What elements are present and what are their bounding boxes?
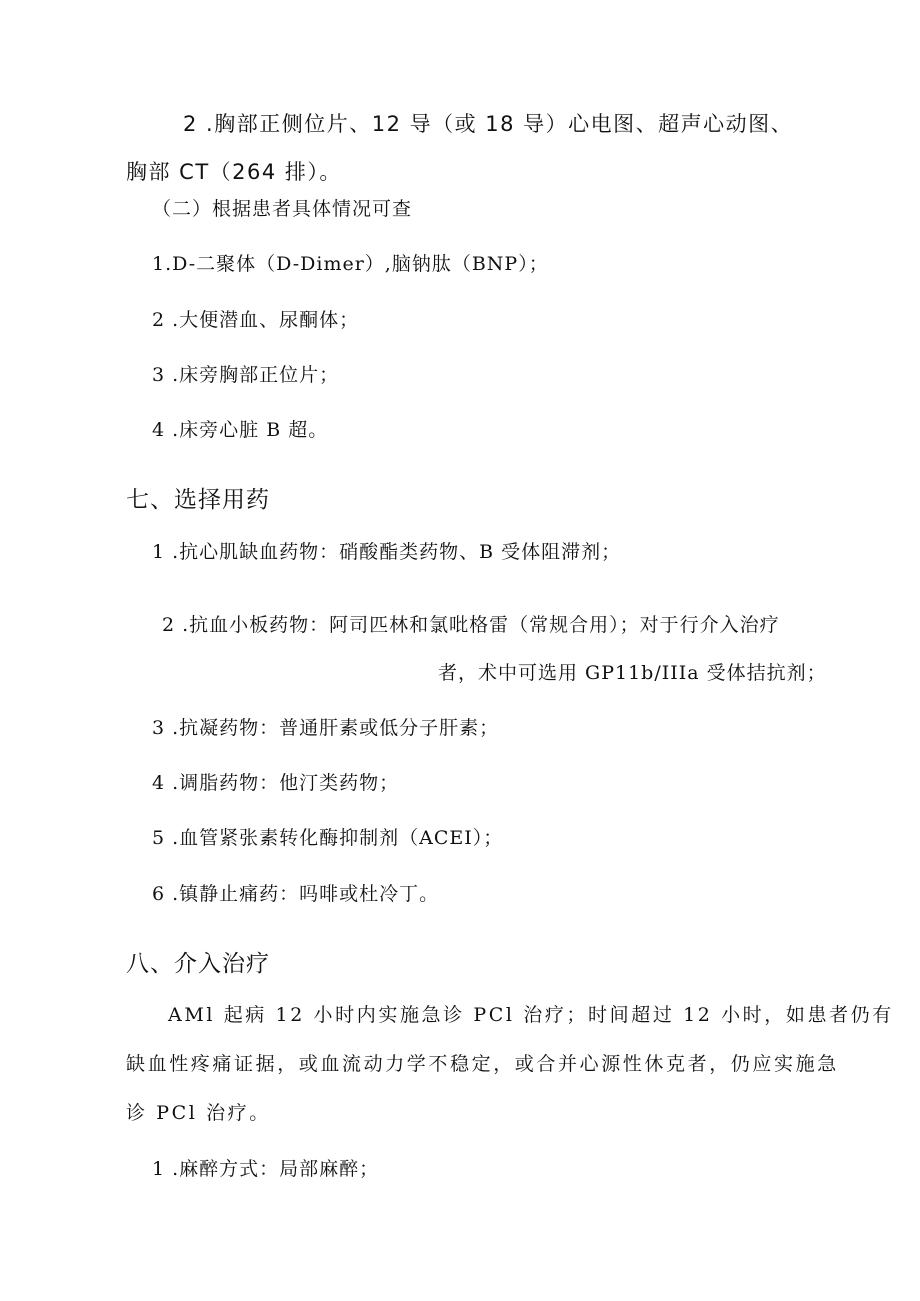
medication-item-2-line-2: 者，术中可选用 GP11b/IIIa 受体拮抗剂； — [438, 662, 827, 684]
optional-exam-item-1: 1.D-二聚体（D-Dimer）,脑钠肽（BNP）； — [152, 253, 549, 275]
medication-item-6: 6 .镇静止痛药：吗啡或杜冷丁。 — [152, 883, 440, 905]
medication-item-5: 5 .血管紧张素转化酶抑制剂（ACEI）； — [152, 827, 504, 849]
intervention-item-1: 1 .麻醉方式：局部麻醉； — [152, 1158, 380, 1180]
exam-item-2-line-1: 2 .胸部正侧位片、12 导（或 18 导）心电图、超声心动图、 — [183, 112, 794, 136]
medication-item-4: 4 .调脂药物：他汀类药物； — [152, 772, 400, 794]
optional-exam-item-2: 2 .大便潜血、尿酮体； — [152, 309, 360, 331]
intervention-paragraph-line-3: 诊 PCl 治疗。 — [126, 1102, 271, 1124]
section-8-heading: 八、介入治疗 — [126, 951, 270, 977]
intervention-paragraph-line-1: AMl 起病 12 小时内实施急诊 PCl 治疗；时间超过 12 小时，如患者仍有 — [168, 1004, 894, 1026]
medication-item-1: 1 .抗心肌缺血药物：硝酸酯类药物、B 受体阻滞剂； — [152, 541, 622, 563]
medication-item-3: 3 .抗凝药物：普通肝素或低分子肝素； — [152, 717, 500, 739]
exam-subheading: （二）根据患者具体情况可查 — [152, 198, 413, 220]
medication-item-2-line-1: 2 .抗血小板药物：阿司匹林和氯吡格雷（常规合用）；对于行介入治疗 — [162, 614, 780, 636]
optional-exam-item-3: 3 .床旁胸部正位片； — [152, 364, 340, 386]
optional-exam-item-4: 4 .床旁心脏 B 超。 — [152, 419, 329, 441]
exam-item-2-line-2: 胸部 CT（264 排）。 — [126, 160, 342, 184]
section-7-heading: 七、选择用药 — [126, 487, 270, 513]
intervention-paragraph-line-2: 缺血性疼痛证据，或血流动力学不稳定，或合并心源性休克者，仍应实施急 — [126, 1053, 839, 1075]
